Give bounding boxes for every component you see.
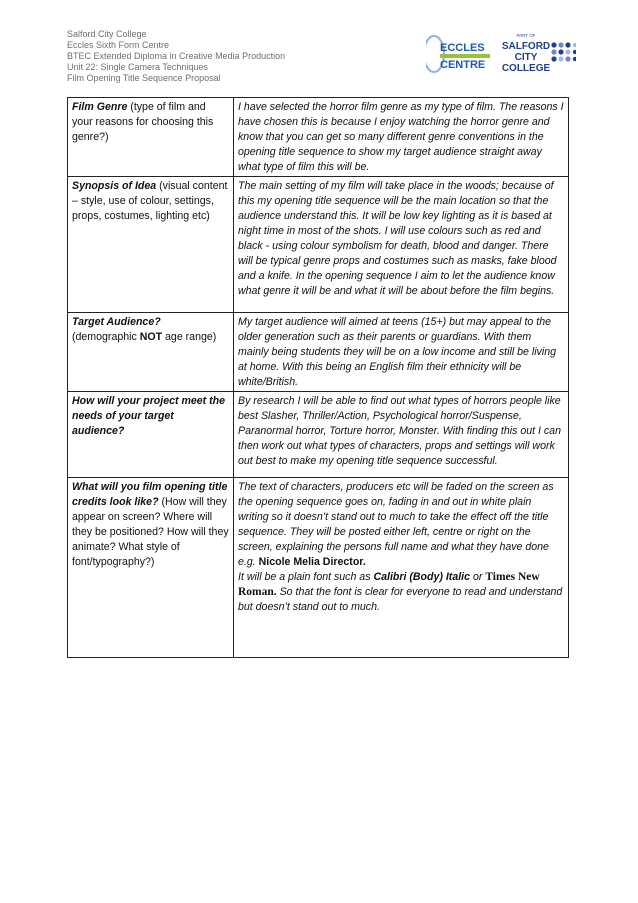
answer-text: It will be a plain font such as [238, 571, 374, 583]
header-line: Film Opening Title Sequence Proposal [67, 73, 221, 83]
question-detail: (demographic [72, 331, 140, 343]
header-line: Salford City College [67, 29, 147, 39]
answer-text: The text of characters, producers etc will be faded on the screen as the opening sequence goes on, fading in and out in white plain writing so it doesn’t stand out to much to take the effect off the title sequence. They will be posted either left, centre or right on the screen, explaining the persons full name and what they have done e.g. [238, 481, 554, 568]
college-logos [426, 30, 576, 82]
answer-cell: I have selected the horror film genre as my type of film. The reasons I have chosen this is because I enjoy watching the horror genre and know that you can get so many different genre conventions in the opening title sequence to show my target audience straight away what type of film this will be. [234, 98, 569, 177]
question-emphasis: NOT [139, 331, 163, 343]
answer-cell: The main setting of my film will take place in the woods; because of this my opening title sequence will be the main location so that the audience understand this. It will be low key lighting as it is based at night time in most of the shots. I will use colours such as red and black - using colour symbolism for death, blood and danger. There will be typical genre props and costumes such as masks, fake blood and a knife. In the opening sequence I aim to let the audience know what genre it will be and what it will be about before the film begins. [234, 177, 569, 313]
answer-text: or [470, 571, 486, 583]
table-row [68, 177, 569, 313]
question-detail: (How will they appear on screen? Where will they be positioned? How will they animate? What style of font/typography?) [72, 496, 229, 568]
table-row [68, 98, 569, 177]
salford-logo-small: PART OF [516, 33, 536, 38]
table-row [68, 478, 569, 658]
header-line: Eccles Sixth Form Centre [67, 40, 170, 50]
question-detail: (type of film and your reasons for choosing this genre?) [72, 101, 214, 143]
table-row [68, 392, 569, 478]
salford-logo-text-1: SALFORD [501, 41, 551, 52]
header-line: BTEC Extended Diploma in Creative Media Production [67, 51, 286, 61]
document-header [67, 29, 285, 84]
salford-logo-dots [551, 42, 576, 61]
question-cell [68, 478, 234, 658]
question-title: Target Audience? [72, 316, 161, 328]
salford-logo-text-2: CITY [514, 52, 538, 63]
question-title: Synopsis of Idea [72, 180, 157, 192]
question-cell [68, 313, 234, 392]
eccles-logo-text-2: CENTRE [440, 59, 486, 71]
eccles-logo-text-1: ECCLES [440, 42, 485, 54]
salford-logo-text-3: COLLEGE [501, 63, 551, 74]
question-cell [68, 177, 234, 313]
question-title: How will your project meet the needs of your target audience? [72, 395, 226, 437]
answer-cell: My target audience will aimed at teens (15+) but may appeal to the older generation such as their parents or guardians. With them mainly being students they will be on a low income and still be living at home. With this being an English film their ethnicity will be white/British. [234, 313, 569, 392]
question-cell [68, 392, 234, 478]
question-detail: age range) [162, 331, 217, 343]
answer-text: So that the font is clear for everyone to read and understand but doesn’t stand out to much. [238, 586, 563, 613]
question-title: What will you film opening title credits look like? [72, 481, 228, 508]
question-cell [68, 98, 234, 177]
answer-example-name: Nicole Melia Director. [258, 556, 366, 568]
answer-font-example: Times New Roman. [238, 571, 540, 598]
proposal-table [67, 97, 569, 658]
header-line: Unit 22: Single Camera Techniques [67, 62, 208, 72]
eccles-logo [426, 30, 576, 82]
answer-cell [234, 478, 569, 658]
table-row [68, 313, 569, 392]
eccles-logo-bar [440, 54, 490, 58]
question-title: Film Genre [72, 101, 128, 113]
answer-font-example: Calibri (Body) Italic [373, 571, 470, 583]
question-detail: (visual content – style, use of colour, settings, props, costumes, lighting etc) [72, 180, 228, 222]
answer-cell: By research I will be able to find out what types of horrors people like best Slasher, Thriller/Action, Psychological horror/Suspense, Paranormal horror, Torture horror, Monster. With finding this out I can then work out what types of characters, props and settings will work out best to make my opening title sequence successful. [234, 392, 569, 478]
